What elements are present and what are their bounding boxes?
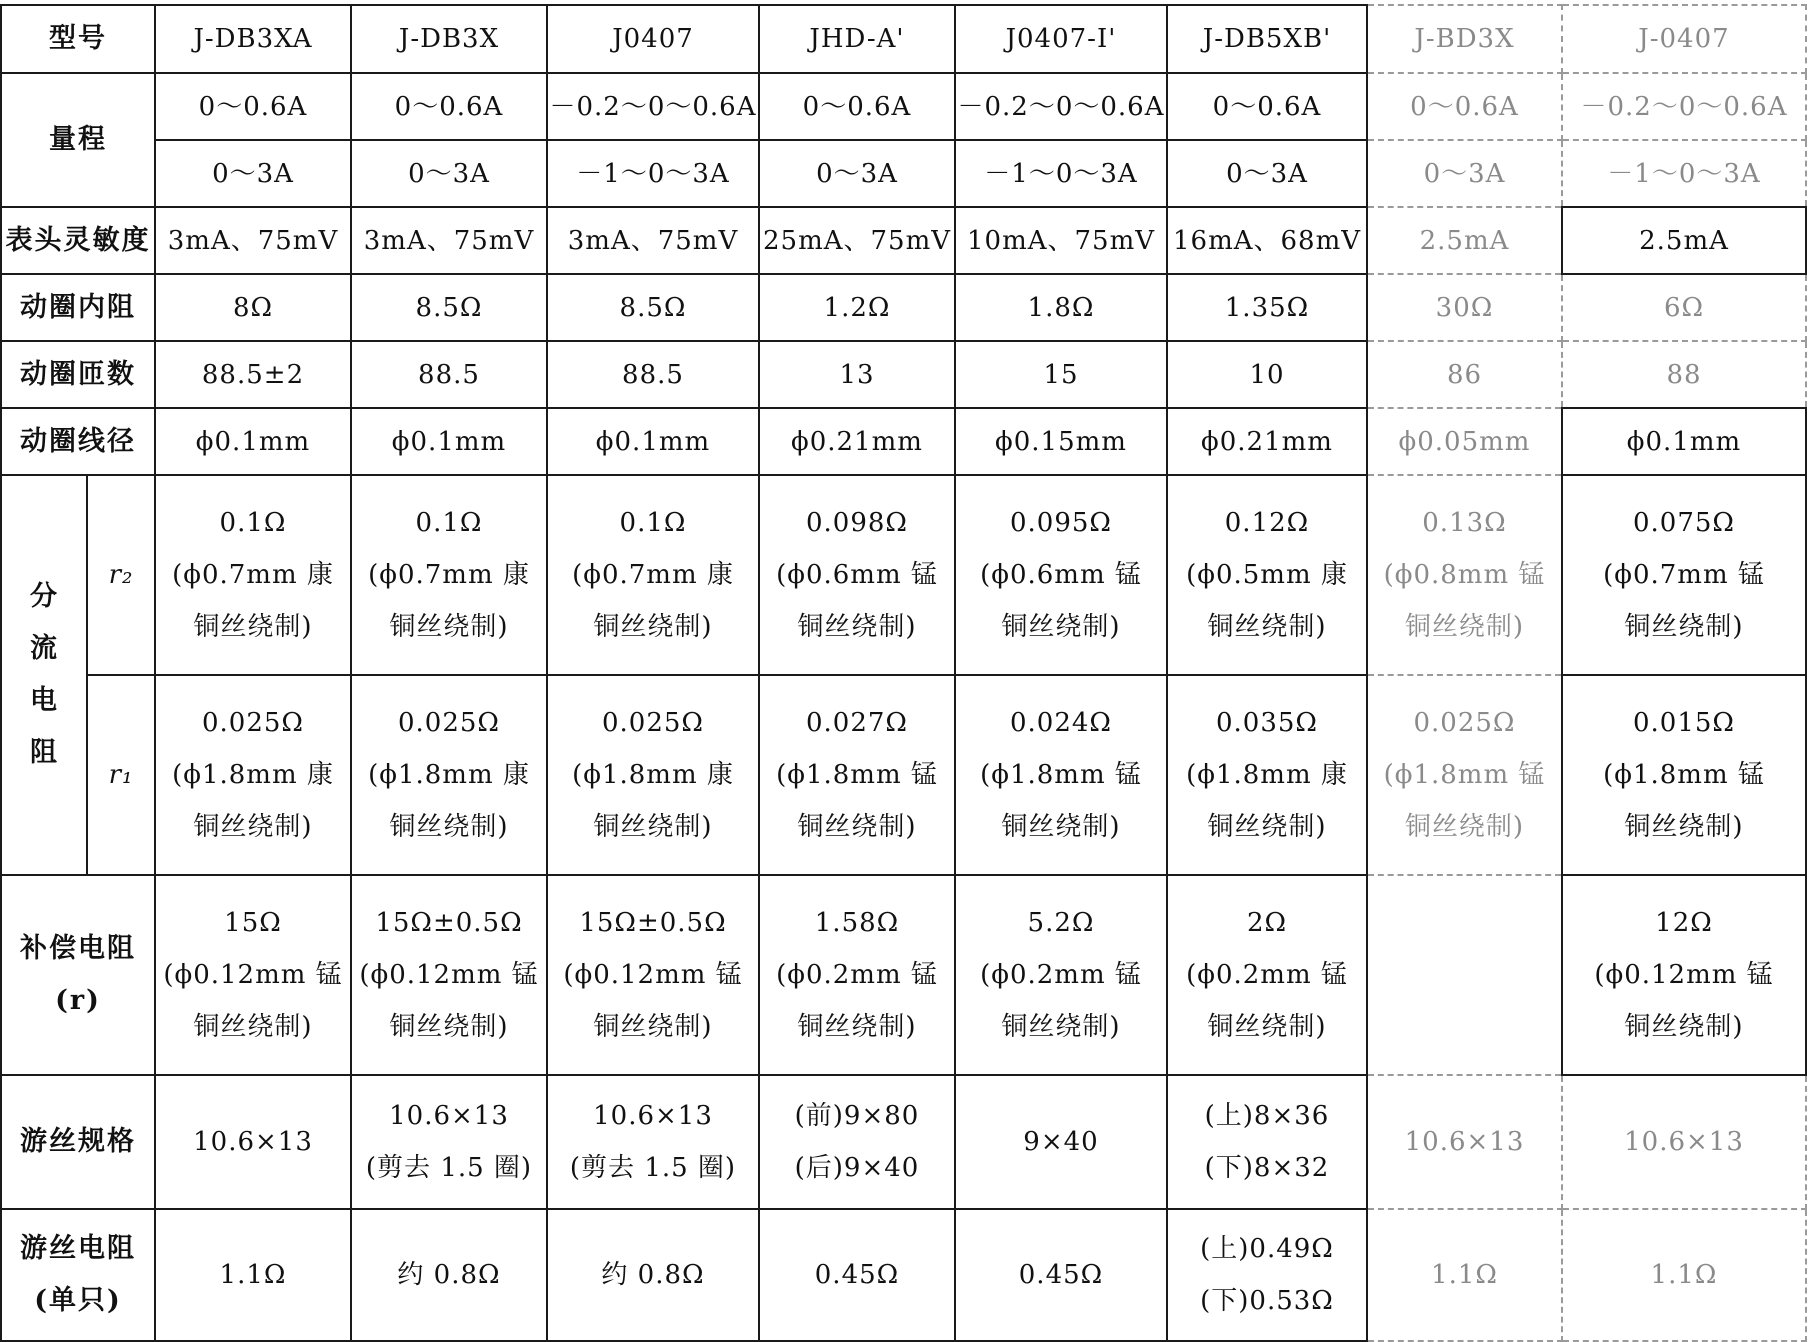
spring-spec-cell [955,1075,1167,1209]
r2-cell [1367,475,1562,675]
r2-material: (ϕ0.7mm 锰 [1603,560,1765,590]
comp-cell [1562,875,1806,1075]
range-cell: 0～0.6A [1167,73,1367,140]
model-cell: J-0407 [1562,5,1806,73]
comp-note: 铜丝绕制) [593,1012,713,1042]
range-cell: 0～0.6A [351,73,547,140]
label-r2: r₂ [87,475,155,675]
r2-note: 铜丝绕制) [1001,612,1121,642]
label-range: 量程 [1,73,155,207]
comp-value: 15Ω [224,908,282,938]
coil-turns-cell: 13 [759,341,955,408]
label-spring-resistance-main: 游丝电阻 [20,1233,136,1264]
r2-note: 铜丝绕制) [389,612,509,642]
r1-material: (ϕ1.8mm 锰 [1383,760,1546,790]
r1-value: 0.027Ω [806,708,908,738]
label-spring-resistance-note: (单只) [34,1285,122,1316]
range-cell: 0～0.6A [155,73,351,140]
spring-spec-cell [1367,1075,1562,1209]
r1-value: 0.015Ω [1633,708,1735,738]
coil-turns-cell: 86 [1367,341,1562,408]
range-cell: 0～3A [351,140,547,207]
coil-resistance-cell: 8.5Ω [547,274,759,341]
r2-cell [1562,475,1806,675]
row-coil-resistance [1,274,1806,341]
coil-resistance-cell: 1.35Ω [1167,274,1367,341]
r2-note: 铜丝绕制) [593,612,713,642]
model-cell: J-DB3XA [155,5,351,73]
r1-cell [1167,675,1367,875]
coil-resistance-cell: 1.8Ω [955,274,1167,341]
sensitivity-cell: 16mA、68mV [1167,207,1367,274]
row-coil-wire [1,408,1806,475]
r1-value: 0.025Ω [202,708,304,738]
r2-cell [547,475,759,675]
r1-value: 0.035Ω [1216,708,1318,738]
spring-spec-line: 10.6×13 [193,1127,313,1157]
r1-value: 0.025Ω [398,708,500,738]
model-cell: J-DB5XB' [1167,5,1367,73]
spring-spec-line: (下)8×32 [1204,1153,1330,1183]
range-cell: －0.2～0～0.6A [955,73,1167,140]
label-compensation-symbol: (r) [55,985,101,1016]
comp-note: 铜丝绕制) [389,1012,509,1042]
comp-material: (ϕ0.2mm 锰 [1186,960,1348,990]
r2-value: 0.098Ω [806,508,908,538]
coil-wire-cell: ϕ0.1mm [351,408,547,475]
model-cell: JHD-A' [759,5,955,73]
r2-cell [759,475,955,675]
spring-spec-line: (剪去 1.5 圈) [365,1153,533,1183]
comp-note: 铜丝绕制) [1624,1012,1744,1042]
r1-material: (ϕ1.8mm 锰 [980,760,1142,790]
range-cell: 0～3A [155,140,351,207]
comp-value: 15Ω±0.5Ω [375,908,523,938]
r1-note: 铜丝绕制) [797,812,917,842]
sensitivity-cell: 3mA、75mV [155,207,351,274]
r2-note: 铜丝绕制) [797,612,917,642]
model-cell: J0407 [547,5,759,73]
r1-note: 铜丝绕制) [1404,812,1525,842]
spring-spec-line: 10.6×13 [389,1101,509,1131]
r2-material: (ϕ0.6mm 锰 [980,560,1142,590]
r2-cell [155,475,351,675]
spring-res-cell [351,1209,547,1341]
r1-note: 铜丝绕制) [1624,812,1744,842]
row-range-1 [1,73,1806,140]
spring-res-cell [955,1209,1167,1341]
coil-turns-cell: 88.5±2 [155,341,351,408]
r1-note: 铜丝绕制) [593,812,713,842]
label-spring-spec: 游丝规格 [1,1075,155,1209]
row-range-2 [1,140,1806,207]
spring-res-cell [155,1209,351,1341]
spring-spec-line: 10.6×13 [1624,1127,1744,1157]
r2-note: 铜丝绕制) [1207,612,1327,642]
comp-value: 5.2Ω [1027,908,1095,938]
comp-material: (ϕ0.2mm 锰 [776,960,938,990]
spring-spec-cell [1562,1075,1806,1209]
r1-material: (ϕ1.8mm 锰 [1603,760,1765,790]
comp-material: (ϕ0.12mm 锰 [563,960,743,990]
label-coil-resistance: 动圈内阻 [1,274,155,341]
comp-value: 2Ω [1246,908,1288,938]
r1-note: 铜丝绕制) [1207,812,1327,842]
range-cell: －1～0～3A [955,140,1167,207]
spring-res-cell [759,1209,955,1341]
r1-cell [1562,675,1806,875]
r2-value: 0.075Ω [1633,508,1735,538]
spring-res-line: 约 0.8Ω [397,1260,501,1290]
coil-resistance-cell: 1.2Ω [759,274,955,341]
r2-material: (ϕ0.6mm 锰 [776,560,938,590]
r1-cell [155,675,351,875]
r2-value: 0.12Ω [1224,508,1310,538]
label-r1: r₁ [87,675,155,875]
comp-material: (ϕ0.12mm 锰 [163,960,343,990]
model-cell: J0407-Ⅰ' [955,5,1167,73]
spring-res-line: 0.45Ω [814,1260,900,1290]
spring-spec-line: 10.6×13 [593,1101,713,1131]
row-coil-turns [1,341,1806,408]
coil-turns-cell: 15 [955,341,1167,408]
spring-spec-line: (剪去 1.5 圈) [569,1153,737,1183]
sensitivity-cell: 25mA、75mV [759,207,955,274]
comp-note: 铜丝绕制) [1207,1012,1327,1042]
coil-wire-cell: ϕ0.05mm [1367,408,1562,475]
r2-value: 0.13Ω [1422,508,1507,538]
row-shunt-r1 [1,675,1806,875]
label-shunt-text: 分流电阻 [30,581,58,768]
coil-wire-cell: ϕ0.1mm [547,408,759,475]
r2-value: 0.1Ω [415,508,483,538]
range-cell: 0～3A [1367,140,1562,207]
r2-cell [1167,475,1367,675]
coil-wire-cell: ϕ0.21mm [1167,408,1367,475]
spring-spec-line: (后)9×40 [794,1153,920,1183]
spring-res-cell [1167,1209,1367,1341]
comp-material: (ϕ0.12mm 锰 [359,960,539,990]
label-coil-turns: 动圈匝数 [1,341,155,408]
coil-turns-cell: 88.5 [351,341,547,408]
spring-spec-cell [759,1075,955,1209]
sensitivity-cell: 10mA、75mV [955,207,1167,274]
range-cell: －0.2～0～0.6A [547,73,759,140]
range-cell: 0～0.6A [759,73,955,140]
label-shunt [1,475,87,875]
sensitivity-cell: 2.5mA [1367,207,1562,274]
r2-material: (ϕ0.5mm 康 [1186,560,1348,590]
spring-res-line: (下)0.53Ω [1200,1286,1334,1316]
r1-material: (ϕ1.8mm 康 [1186,760,1348,790]
comp-value: 12Ω [1655,908,1713,938]
row-spring-resistance [1,1209,1806,1341]
r1-note: 铜丝绕制) [193,812,313,842]
coil-turns-cell: 88.5 [547,341,759,408]
row-compensation [1,875,1806,1075]
comp-material: (ϕ0.12mm 锰 [1594,960,1774,990]
r1-cell [351,675,547,875]
r2-material: (ϕ0.7mm 康 [572,560,734,590]
spring-spec-cell [547,1075,759,1209]
r1-material: (ϕ1.8mm 康 [572,760,734,790]
range-cell: 0～0.6A [1367,73,1562,140]
label-spring-resistance [1,1209,155,1341]
coil-wire-cell: ϕ0.15mm [955,408,1167,475]
label-sensitivity: 表头灵敏度 [1,207,155,274]
range-cell: 0～3A [1167,140,1367,207]
r1-cell [1367,675,1562,875]
r2-material: (ϕ0.7mm 康 [368,560,530,590]
range-cell: 0～3A [759,140,955,207]
spring-spec-line: (前)9×80 [794,1101,920,1131]
spring-spec-cell [155,1075,351,1209]
r1-value: 0.025Ω [602,708,704,738]
spec-table [0,4,1807,1342]
coil-resistance-cell: 8Ω [155,274,351,341]
r1-material: (ϕ1.8mm 锰 [776,760,938,790]
r1-value: 0.024Ω [1010,708,1112,738]
spring-spec-cell [351,1075,547,1209]
r1-cell [955,675,1167,875]
r1-value: 0.025Ω [1413,708,1516,738]
range-cell: －1～0～3A [1562,140,1806,207]
model-cell: J-BD3X [1367,5,1562,73]
r1-note: 铜丝绕制) [389,812,509,842]
coil-wire-cell: ϕ0.1mm [1562,408,1806,475]
r2-value: 0.1Ω [619,508,687,538]
r2-cell [351,475,547,675]
coil-turns-cell: 10 [1167,341,1367,408]
range-cell: －0.2～0～0.6A [1562,73,1806,140]
row-sensitivity [1,207,1806,274]
comp-cell-empty [1367,875,1562,1075]
row-model [1,5,1806,73]
r1-material: (ϕ1.8mm 康 [368,760,530,790]
sensitivity-cell: 3mA、75mV [351,207,547,274]
label-coil-wire: 动圈线径 [1,408,155,475]
r2-note: 铜丝绕制) [193,612,313,642]
comp-cell [351,875,547,1075]
r2-note: 铜丝绕制) [1404,612,1525,642]
coil-wire-cell: ϕ0.21mm [759,408,955,475]
r1-cell [759,675,955,875]
comp-note: 铜丝绕制) [1001,1012,1121,1042]
spring-res-cell [1562,1209,1806,1341]
r2-note: 铜丝绕制) [1624,612,1744,642]
spring-res-cell [1367,1209,1562,1341]
label-model: 型号 [1,5,155,73]
comp-cell [547,875,759,1075]
sensitivity-cell: 3mA、75mV [547,207,759,274]
spring-res-line: 约 0.8Ω [601,1260,705,1290]
r2-material: (ϕ0.8mm 锰 [1383,560,1546,590]
sensitivity-cell: 2.5mA [1562,207,1806,274]
comp-note: 铜丝绕制) [797,1012,917,1042]
spring-res-line: 1.1Ω [1431,1260,1498,1290]
r1-cell [547,675,759,875]
r1-note: 铜丝绕制) [1001,812,1121,842]
comp-material: (ϕ0.2mm 锰 [980,960,1142,990]
label-compensation-main: 补偿电阻 [20,933,136,964]
spring-res-line: 0.45Ω [1018,1260,1104,1290]
coil-resistance-cell: 8.5Ω [351,274,547,341]
r2-value: 0.1Ω [219,508,287,538]
model-cell: J-DB3X [351,5,547,73]
comp-note: 铜丝绕制) [193,1012,313,1042]
coil-resistance-cell: 30Ω [1367,274,1562,341]
coil-wire-cell: ϕ0.1mm [155,408,351,475]
r2-material: (ϕ0.7mm 康 [172,560,334,590]
r2-cell [955,475,1167,675]
comp-value: 1.58Ω [814,908,900,938]
r1-material: (ϕ1.8mm 康 [172,760,334,790]
range-cell: －1～0～3A [547,140,759,207]
spring-res-line: 1.1Ω [1650,1260,1718,1290]
r2-value: 0.095Ω [1010,508,1112,538]
row-shunt-r2 [1,475,1806,675]
spring-res-cell [547,1209,759,1341]
spring-spec-cell [1167,1075,1367,1209]
comp-value: 15Ω±0.5Ω [579,908,727,938]
comp-cell [1167,875,1367,1075]
spring-spec-line: 9×40 [1023,1127,1099,1157]
spring-res-line: 1.1Ω [219,1260,287,1290]
spring-spec-line: (上)8×36 [1204,1101,1330,1131]
coil-resistance-cell: 6Ω [1562,274,1806,341]
row-spring-spec [1,1075,1806,1209]
comp-cell [955,875,1167,1075]
label-compensation [1,875,155,1075]
spring-spec-line: 10.6×13 [1404,1127,1525,1157]
coil-turns-cell: 88 [1562,341,1806,408]
comp-cell [759,875,955,1075]
comp-cell [155,875,351,1075]
spring-res-line: (上)0.49Ω [1200,1234,1334,1264]
